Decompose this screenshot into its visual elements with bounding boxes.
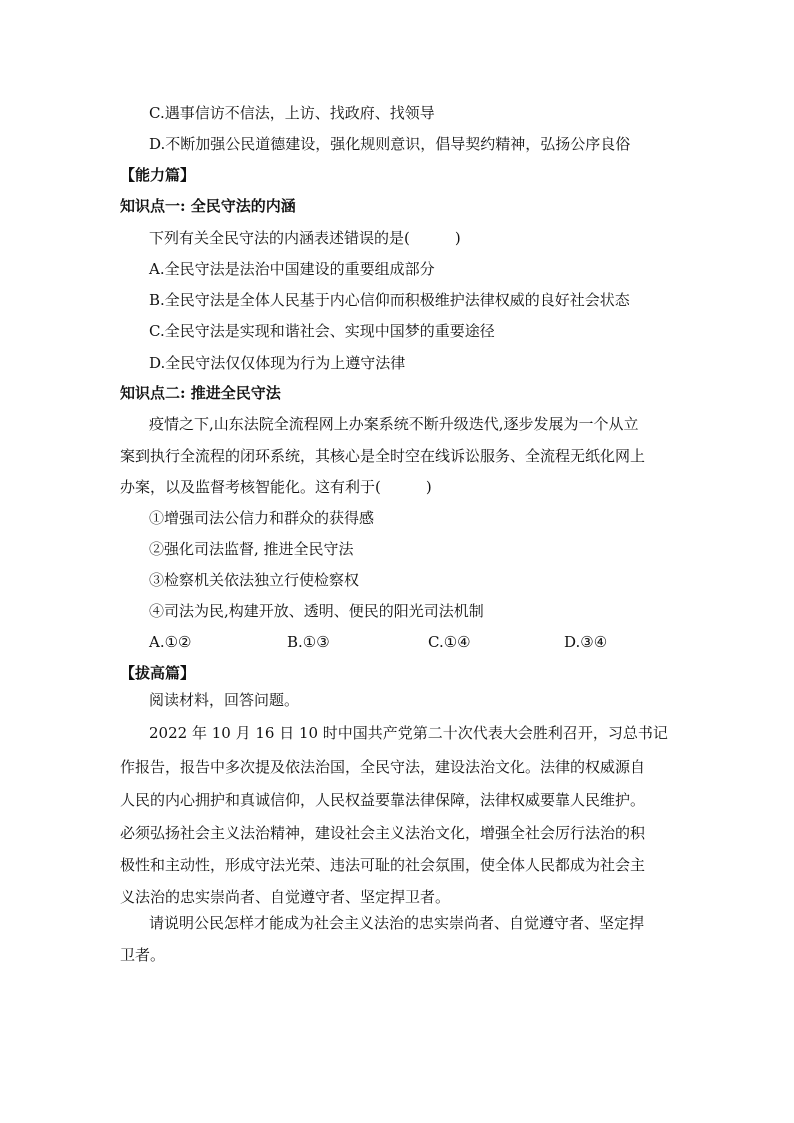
ability-section-header: 【能力篇】 <box>120 166 196 184</box>
prev-option-d: D.不断加强公民道德建设，强化规则意识，倡导契约精神，弘扬公序良俗 <box>149 135 631 153</box>
advanced-section-header: 【拔高篇】 <box>120 664 196 682</box>
kp2-choice-d: D.③④ <box>564 633 608 651</box>
kp2-choice-b: B.①③ <box>287 633 330 651</box>
kp2-question-line-3: 办案，以及监督考核智能化。这有利于( ) <box>120 478 432 496</box>
kp2-question-line-2: 案到执行全流程的闭环系统，其核心是全时空在线诉讼服务、全流程无纸化网上 <box>120 447 646 465</box>
advanced-question-line-2: 卫者。 <box>120 946 166 964</box>
kp1-question: 下列有关全民守法的内涵表述错误的是( ) <box>149 229 461 247</box>
material-line-2: 作报告，报告中多次提及依法治国，全民守法，建设法治文化。法律的权威源自 <box>120 758 646 776</box>
kp2-statement-4: ④司法为民,构建开放、透明、便民的阳光司法机制 <box>149 602 484 620</box>
material-line-6: 义法治的忠实崇尚者、自觉遵守者、坚定捍卫者。 <box>120 888 451 906</box>
material-line-1: 2022 年 10 月 16 日 10 时中国共产党第二十次代表大会胜利召开，习总书记 <box>149 724 668 742</box>
material-line-5: 极性和主动性，形成守法光荣、违法可耻的社会氛围，使全体人民都成为社会主 <box>120 856 646 874</box>
kp1-option-b: B.全民守法是全体人民基于内心信仰而积极维护法律权威的良好社会状态 <box>149 291 630 309</box>
kp1-option-d: D.全民守法仅仅体现为行为上遵守法律 <box>149 354 406 372</box>
kp2-choice-a: A.①② <box>149 633 192 651</box>
advanced-instruction: 阅读材料，回答问题。 <box>149 691 300 709</box>
prev-option-c: C.遇事信访不信法，上访、找政府、找领导 <box>149 104 435 122</box>
kp2-title: 知识点二: 推进全民守法 <box>120 384 281 402</box>
kp1-option-a: A.全民守法是法治中国建设的重要组成部分 <box>149 260 435 278</box>
kp2-choices <box>0 632 794 652</box>
kp2-statement-3: ③检察机关依法独立行使检察权 <box>149 571 360 589</box>
material-line-3: 人民的内心拥护和真诚信仰，人民权益要靠法律保障，法律权威要靠人民维护。 <box>120 791 646 809</box>
kp2-question-line-1: 疫情之下,山东法院全流程网上办案系统不断升级迭代,逐步发展为一个从立 <box>149 415 639 433</box>
kp1-title: 知识点一: 全民守法的内涵 <box>120 197 296 215</box>
kp2-statement-1: ①增强司法公信力和群众的获得感 <box>149 509 375 527</box>
advanced-question-line-1: 请说明公民怎样才能成为社会主义法治的忠实崇尚者、自觉遵守者、坚定捍 <box>149 914 645 932</box>
kp2-statement-2: ②强化司法监督, 推进全民守法 <box>149 540 354 558</box>
kp2-choice-c: C.①④ <box>428 633 471 651</box>
kp1-option-c: C.全民守法是实现和谐社会、实现中国梦的重要途径 <box>149 322 495 340</box>
material-line-4: 必须弘扬社会主义法治精神，建设社会主义法治文化，增强全社会厉行法治的积 <box>120 824 646 842</box>
